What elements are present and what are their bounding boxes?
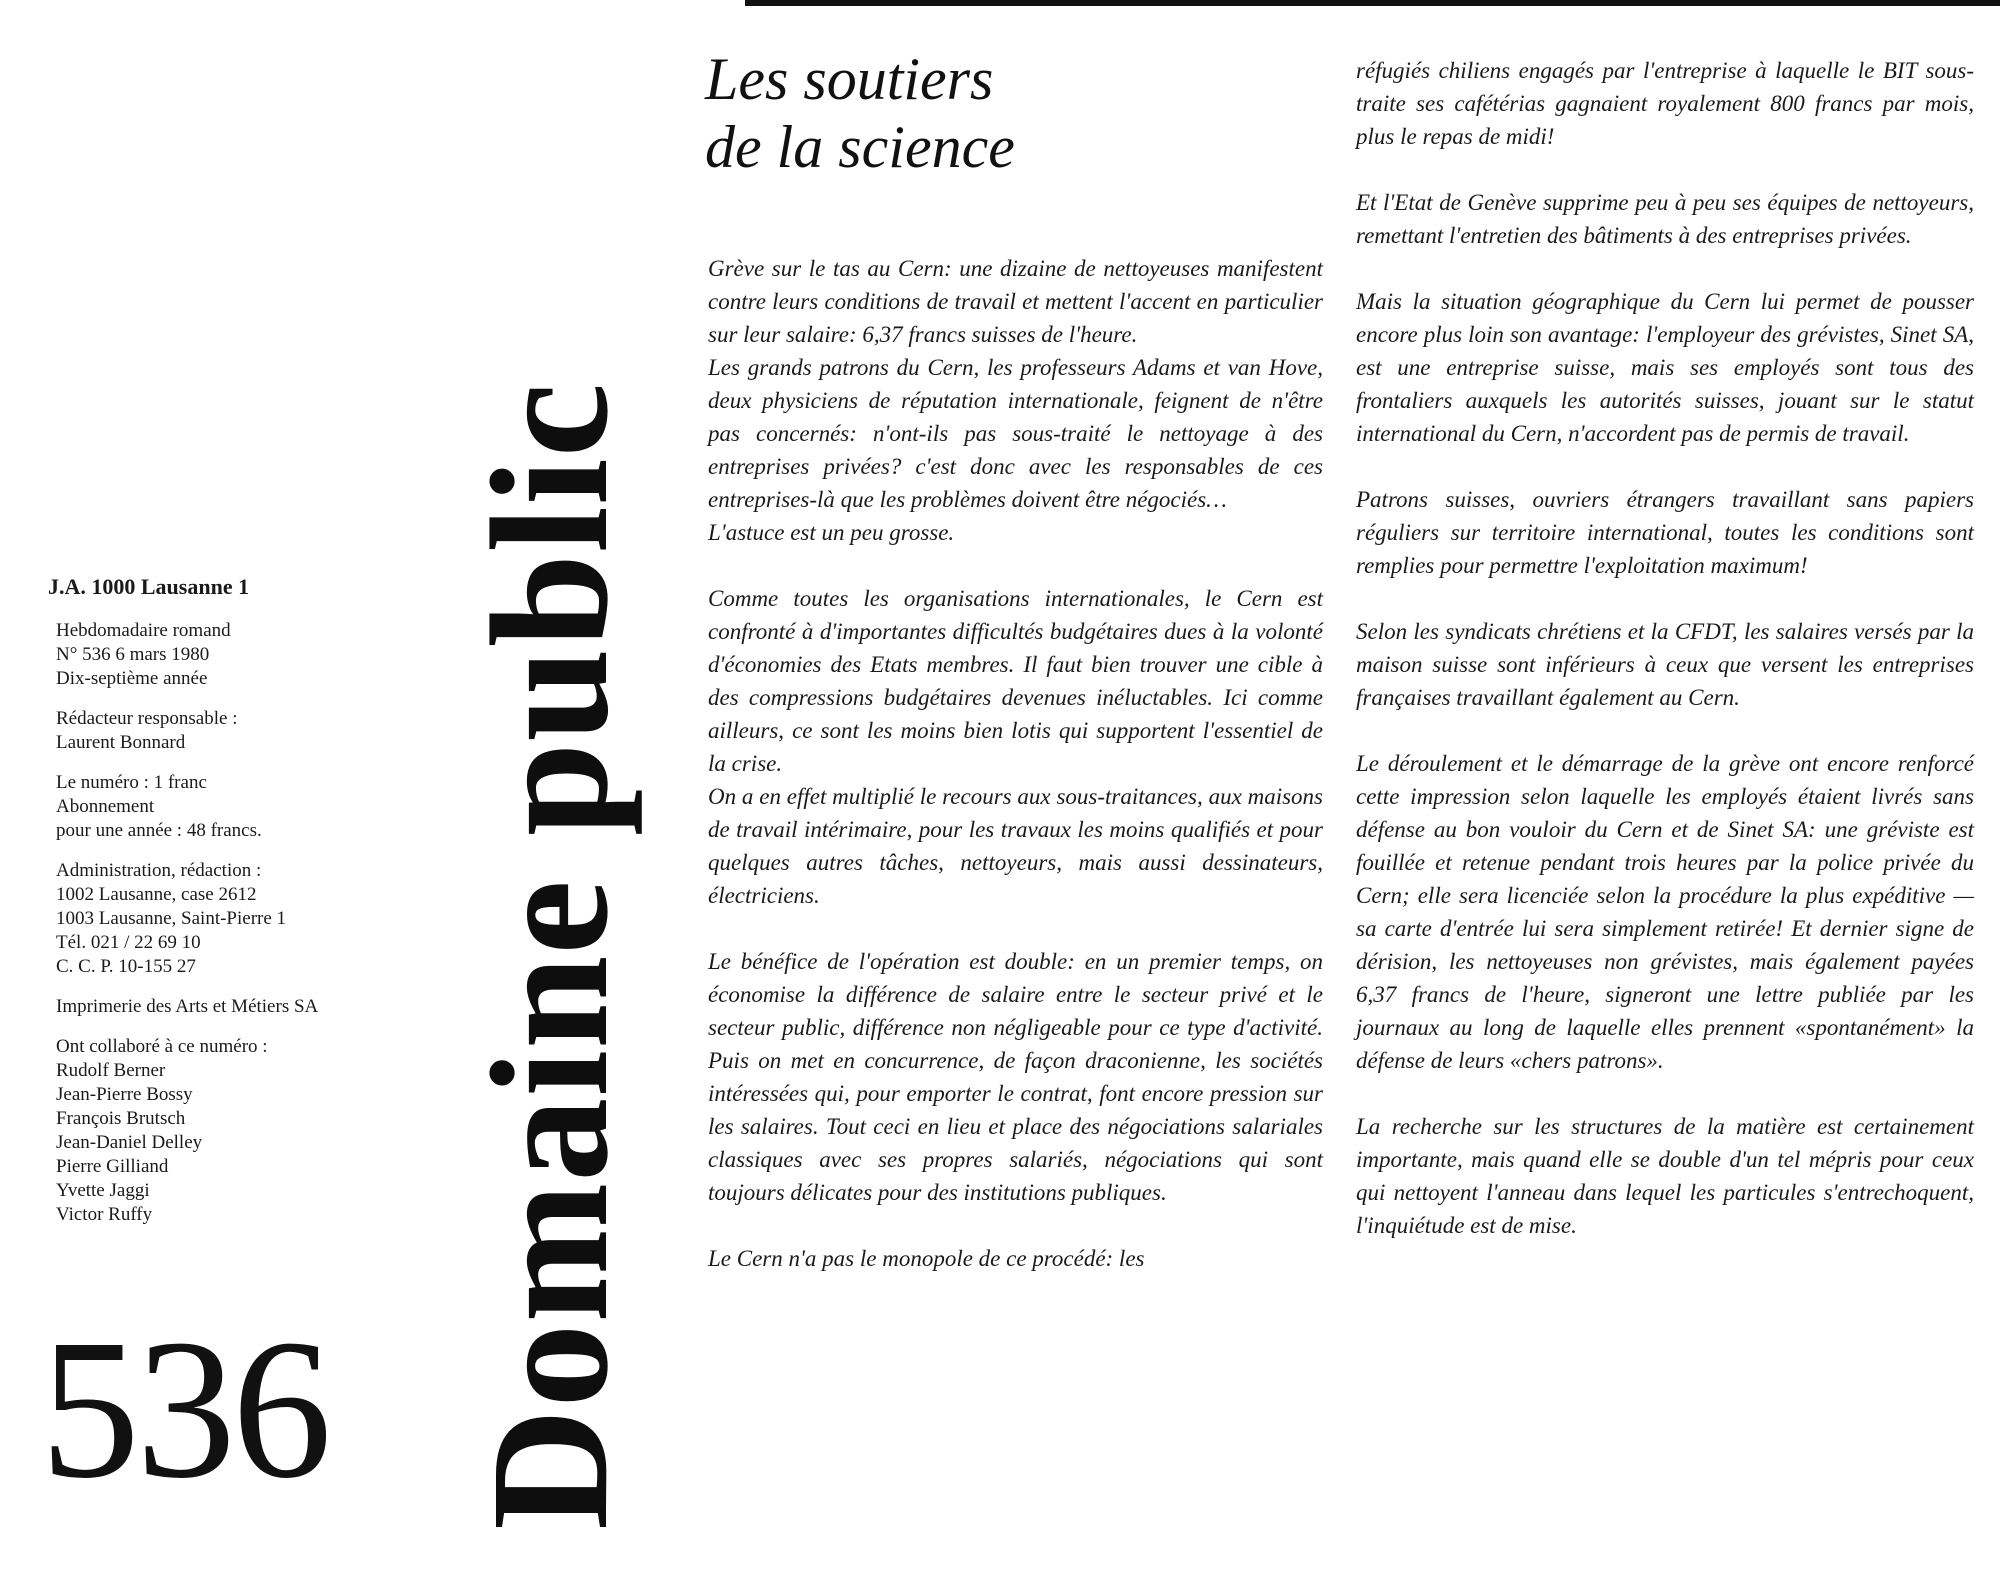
admin-case: 1002 Lausanne, case 2612 [56,884,257,905]
top-rule [745,0,2000,6]
admin-ccp: C. C. P. 10-155 27 [56,956,196,977]
year-line: Dix-septième année [56,668,208,689]
admin-address: 1003 Lausanne, Saint-Pierre 1 [56,908,287,929]
admin-phone: Tél. 021 / 22 69 10 [56,932,201,953]
article-paragraph: Le déroulement et le démarrage de la grève ont encore renforcé cette impression selon laquelle les employés étaient livrés sans défense au bon vouloir du Cern et de Sinet SA: une gréviste est fouillée et retenue pendant trois heures par la police privée du Cern; elle sera licenciée selon la procédure la plus expéditive — sa carte d'entrée lui sera simplement retirée! Et dernier signe de dérision, les nettoyeuses non grévistes, mais également payées 6,37 francs de l'heure, signeront une lettre publiée par les journaux au long de laquelle elles prennent «spontanément» la défense de leurs «chers patrons». [1356,751,1974,1073]
contributor: Rudolf Berner [56,1060,166,1081]
article-paragraph: réfugiés chiliens engagés par l'entreprise à laquelle le BIT sous-traite ses cafétérias gagnaient royalement 800 francs par mois, plus le repas de midi! [1356,58,1974,149]
contributor: Pierre Gilliand [56,1156,169,1177]
article-paragraph: Le bénéfice de l'opération est double: en un premier temps, on économise la différence de salaire entre le secteur privé et le secteur public, différence non négligeable pour ce type d'activité. Puis on met en concurrence, de façon draconienne, les sociétés intéressées qui, pour emporter le contrat, font encore pression sur les salaires. Tout ceci en lieu et place des négociations salariales classiques avec ses propres salariés, négociations qui sont toujours délicates pour des institutions publiques. [708,949,1323,1205]
article-title-line-2: de la science [705,114,1015,180]
article-paragraph: Selon les syndicats chrétiens et la CFDT, les salaires versés par la maison suisse sont inférieurs à ceux que versent les entreprises françaises travaillant également au Cern. [1356,619,1974,710]
article-column-2 [1356,54,1974,1242]
article-paragraph: La recherche sur les structures de la matière est certainement importante, mais quand elle se double d'un tel mépris pour ceux qui nettoyent l'anneau dans lequel les particules s'entrechoquent, l'inquiétude est de mise. [1356,1114,1974,1238]
article-title-line-1: Les soutiers [705,46,994,112]
article-paragraph: L'astuce est un peu grosse. [708,520,955,545]
contributor: Jean-Daniel Delley [56,1132,203,1153]
printer-name: Imprimerie des Arts et Métiers SA [56,996,319,1017]
publication-details [56,619,388,691]
ja-line: J.A. 1000 Lausanne 1 [48,574,250,599]
subscription-price: pour une année : 48 francs. [56,820,262,841]
publication-line: Hebdomadaire romand [56,620,231,641]
contributor: Victor Ruffy [56,1204,153,1225]
article-paragraph: Comme toutes les organisations internationales, le Cern est confronté à d'importantes difficultés budgétaires dues à la volonté d'économies des Etats membres. Il faut bien trouver une cible à des compressions budgétaires devenues inéluctables. Ici comme ailleurs, ce sont les moins bien lotis qui supportent l'essentiel de la crise. [708,586,1323,776]
price-single: Le numéro : 1 franc [56,772,207,793]
contributor: François Brutsch [56,1108,186,1129]
contributor: Jean-Pierre Bossy [56,1084,193,1105]
price-details [56,771,388,843]
masthead: Domaine public [457,381,643,1530]
editor-name: Laurent Bonnard [56,732,186,753]
issue-number: 536 [40,1299,328,1520]
contributors-label: Ont collaboré à ce numéro : [56,1036,268,1057]
subscription-label: Abonnement [56,796,155,817]
article-paragraph: Grève sur le tas au Cern: une dizaine de nettoyeuses manifestent contre leurs conditions de travail et mettent l'accent en particulier sur leur salaire: 6,37 francs suisses de l'heure. [708,256,1323,347]
article-paragraph: Patrons suisses, ouvriers étrangers travaillant sans papiers réguliers sur territoire international, toutes les conditions sont remplies pour permettre l'exploitation maximum! [1356,487,1974,578]
article-paragraph: Mais la situation géographique du Cern lui permet de pousser encore plus loin son avantage: l'employeur des grévistes, Sinet SA, est une entreprise suisse, mais ses employés sont tous des frontaliers auxquels les autorités suisses, jouant sur le statut international du Cern, n'accordent pas de permis de travail. [1356,289,1974,446]
contributor: Yvette Jaggi [56,1180,150,1201]
article-paragraph: Les grands patrons du Cern, les professeurs Adams et van Hove, deux physiciens de réputation internationale, feignent de n'être pas concernés: n'ont-ils pas sous-traité le nettoyage à des entreprises privées? c'est donc avec les responsables de ces entreprises-là que les problèmes doivent être négociés… [708,355,1323,512]
publication-info [48,575,388,1243]
editor-details [56,707,388,755]
article-column-1 [708,252,1323,1275]
admin-details [56,859,388,979]
printer-details [56,995,388,1019]
editor-label: Rédacteur responsable : [56,708,238,729]
article-title [705,45,1305,181]
article-paragraph: Et l'Etat de Genève supprime peu à peu ses équipes de nettoyeurs, remettant l'entretien des bâtiments à des entreprises privées. [1356,190,1974,248]
article-paragraph: On a en effet multiplié le recours aux sous-traitances, aux maisons de travail intérimaire, pour les travaux les moins qualifiés et pour quelques autres tâches, nettoyeurs, mais aussi dessinateurs, électriciens. [708,784,1323,908]
contributors [56,1035,388,1227]
article-paragraph: Le Cern n'a pas le monopole de ce procédé: les [708,1246,1145,1271]
issue-date-line: N° 536 6 mars 1980 [56,644,210,665]
admin-label: Administration, rédaction : [56,860,262,881]
